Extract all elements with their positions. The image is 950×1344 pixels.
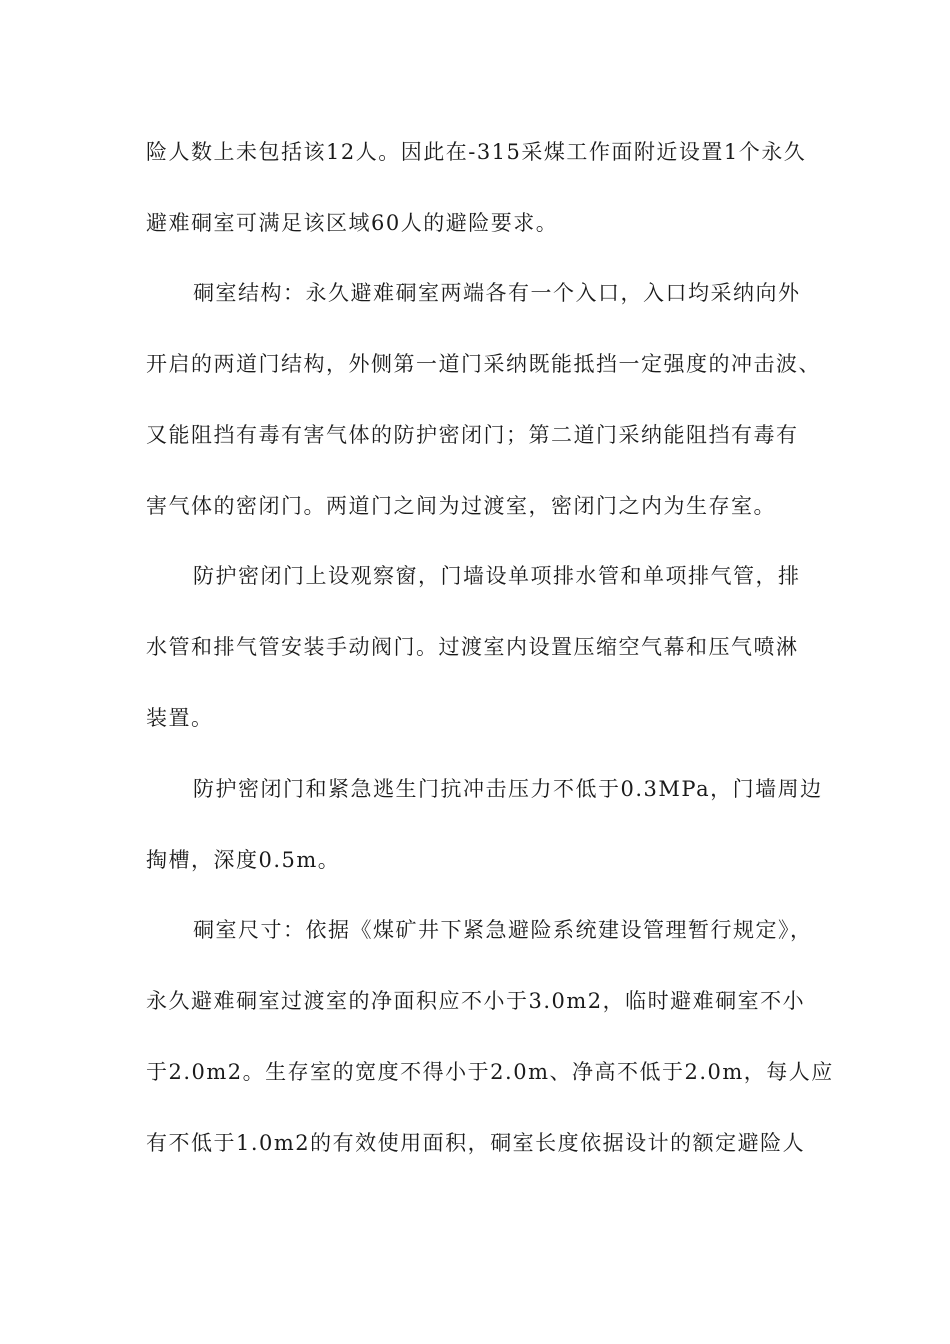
text-line: 有不低于1.0m2的有效使用面积，硐室长度依据设计的额定避险人: [146, 1131, 806, 1155]
text-line: 险人数上未包括该12人。因此在-315采煤工作面附近设置1个永久: [146, 140, 807, 164]
paragraph-start-line: 防护密闭门和紧急逃生门抗冲击压力不低于0.3MPa，门墙周边: [193, 777, 823, 801]
paragraph-start-line: 硐室结构：永久避难硐室两端各有一个入口，入口均采纳向外: [193, 281, 801, 305]
text-line: 水管和排气管安装手动阀门。过渡室内设置压缩空气幕和压气喷淋: [146, 635, 799, 659]
paragraph-start-line: 防护密闭门上设观察窗，门墙设单项排水管和单项排气管，排: [193, 564, 801, 588]
paragraph-start-line: 硐室尺寸：依据《煤矿井下紧急避险系统建设管理暂行规定》，: [193, 918, 813, 942]
text-line: 于2.0m2。生存室的宽度不得小于2.0m、净高不低于2.0m，每人应: [146, 1060, 834, 1084]
text-line: 装置。: [146, 706, 214, 730]
text-line: 永久避难硐室过渡室的净面积应不小于3.0m2，临时避难硐室不小: [146, 989, 806, 1013]
text-line: 掏槽，深度0.5m。: [146, 848, 341, 872]
text-line: 避难硐室可满足该区域60人的避险要求。: [146, 211, 559, 235]
text-line: 开启的两道门结构，外侧第一道门采纳既能抵挡一定强度的冲击波、: [146, 352, 821, 376]
text-line: 又能阻挡有毒有害气体的防护密闭门；第二道门采纳能阻挡有毒有: [146, 423, 799, 447]
text-line: 害气体的密闭门。两道门之间为过渡室，密闭门之内为生存室。: [146, 494, 776, 518]
